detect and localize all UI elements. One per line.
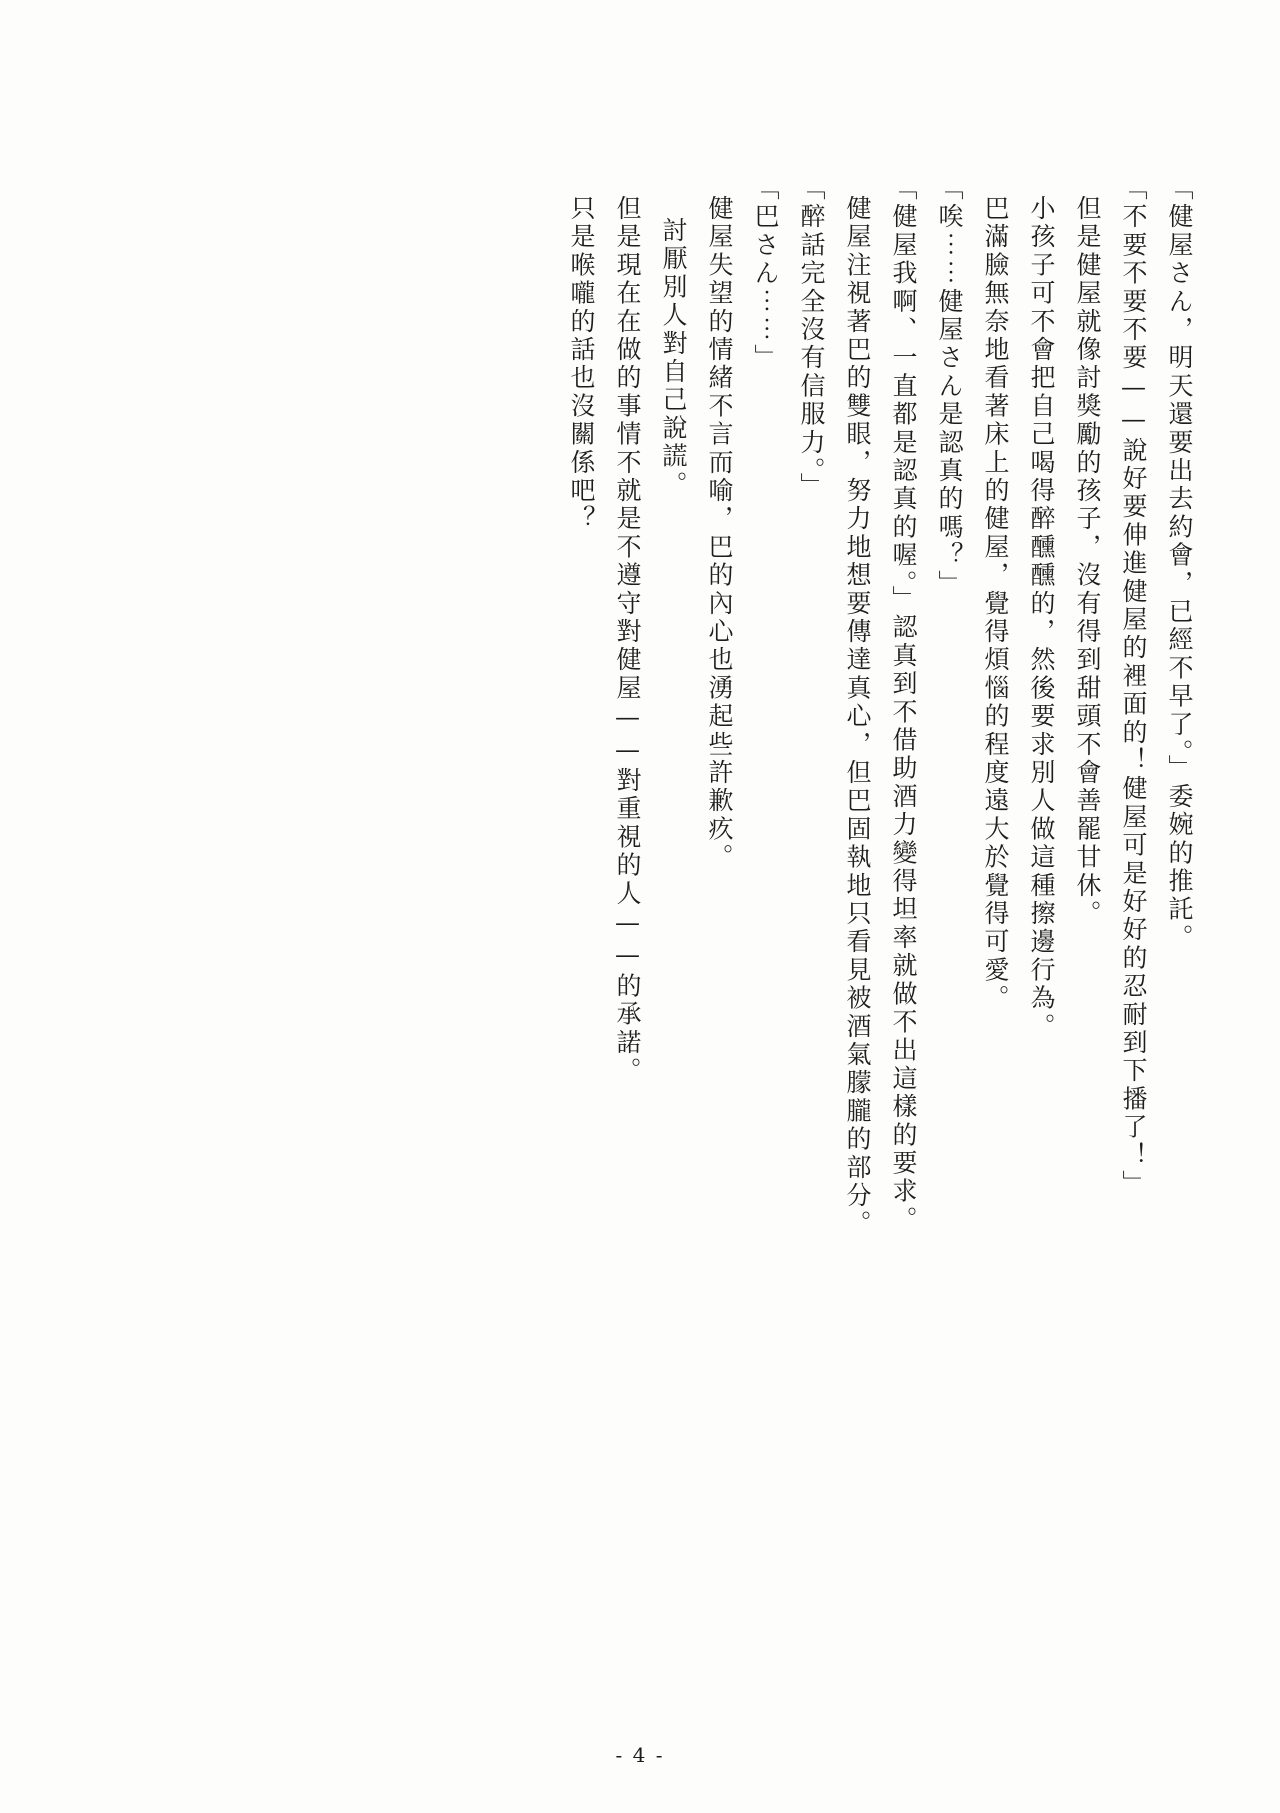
text-line-10: 「巴さん⋯⋯」 (751, 175, 780, 373)
text-line-6: 「唉⋯⋯健屋さん是認真的嗎？」 (935, 175, 964, 598)
text-line-14: 只是喉嚨的話也沒關係吧？ (567, 195, 596, 534)
page-number: - 4 - (615, 1743, 665, 1767)
text-line-3: 但是健屋就像討獎勵的孩子，沒有得到甜頭不會善罷甘休。 (1073, 195, 1102, 929)
text-line-1: 「健屋さん，明天還要出去約會，已經不早了。」委婉的推託。 (1165, 175, 1194, 953)
text-line-12: 討厭別人對自己說謊。 (659, 217, 688, 499)
text-line-13: 但是現在在做的事情不就是不遵守對健屋——對重視的人——的承諾。 (613, 195, 642, 1086)
vertical-text-body (88, 175, 1192, 1505)
text-line-2: 「不要不要不要——說好要伸進健屋的裡面的！健屋可是好好的忍耐到下播了！」 (1119, 175, 1148, 1199)
text-line-7: 「健屋我啊、一直都是認真的喔。」認真到不借助酒力變得坦率就做不出這樣的要求。 (889, 175, 918, 1235)
text-line-5: 巴滿臉無奈地看著床上的健屋，覺得煩惱的程度遠大於覺得可愛。 (981, 195, 1010, 1013)
text-line-8: 健屋注視著巴的雙眼，努力地想要傳達真心，但巴固執地只看見被酒氣朦朧的部分。 (843, 195, 872, 1239)
text-line-4: 小孩子可不會把自己喝得醉醺醺的，然後要求別人做這種擦邊行為。 (1027, 195, 1056, 1041)
text-line-9: 「醉話完全沒有信服力。」 (797, 175, 826, 501)
text-line-11: 健屋失望的情緒不言而喻，巴的內心也湧起些許歉疚。 (705, 195, 734, 872)
